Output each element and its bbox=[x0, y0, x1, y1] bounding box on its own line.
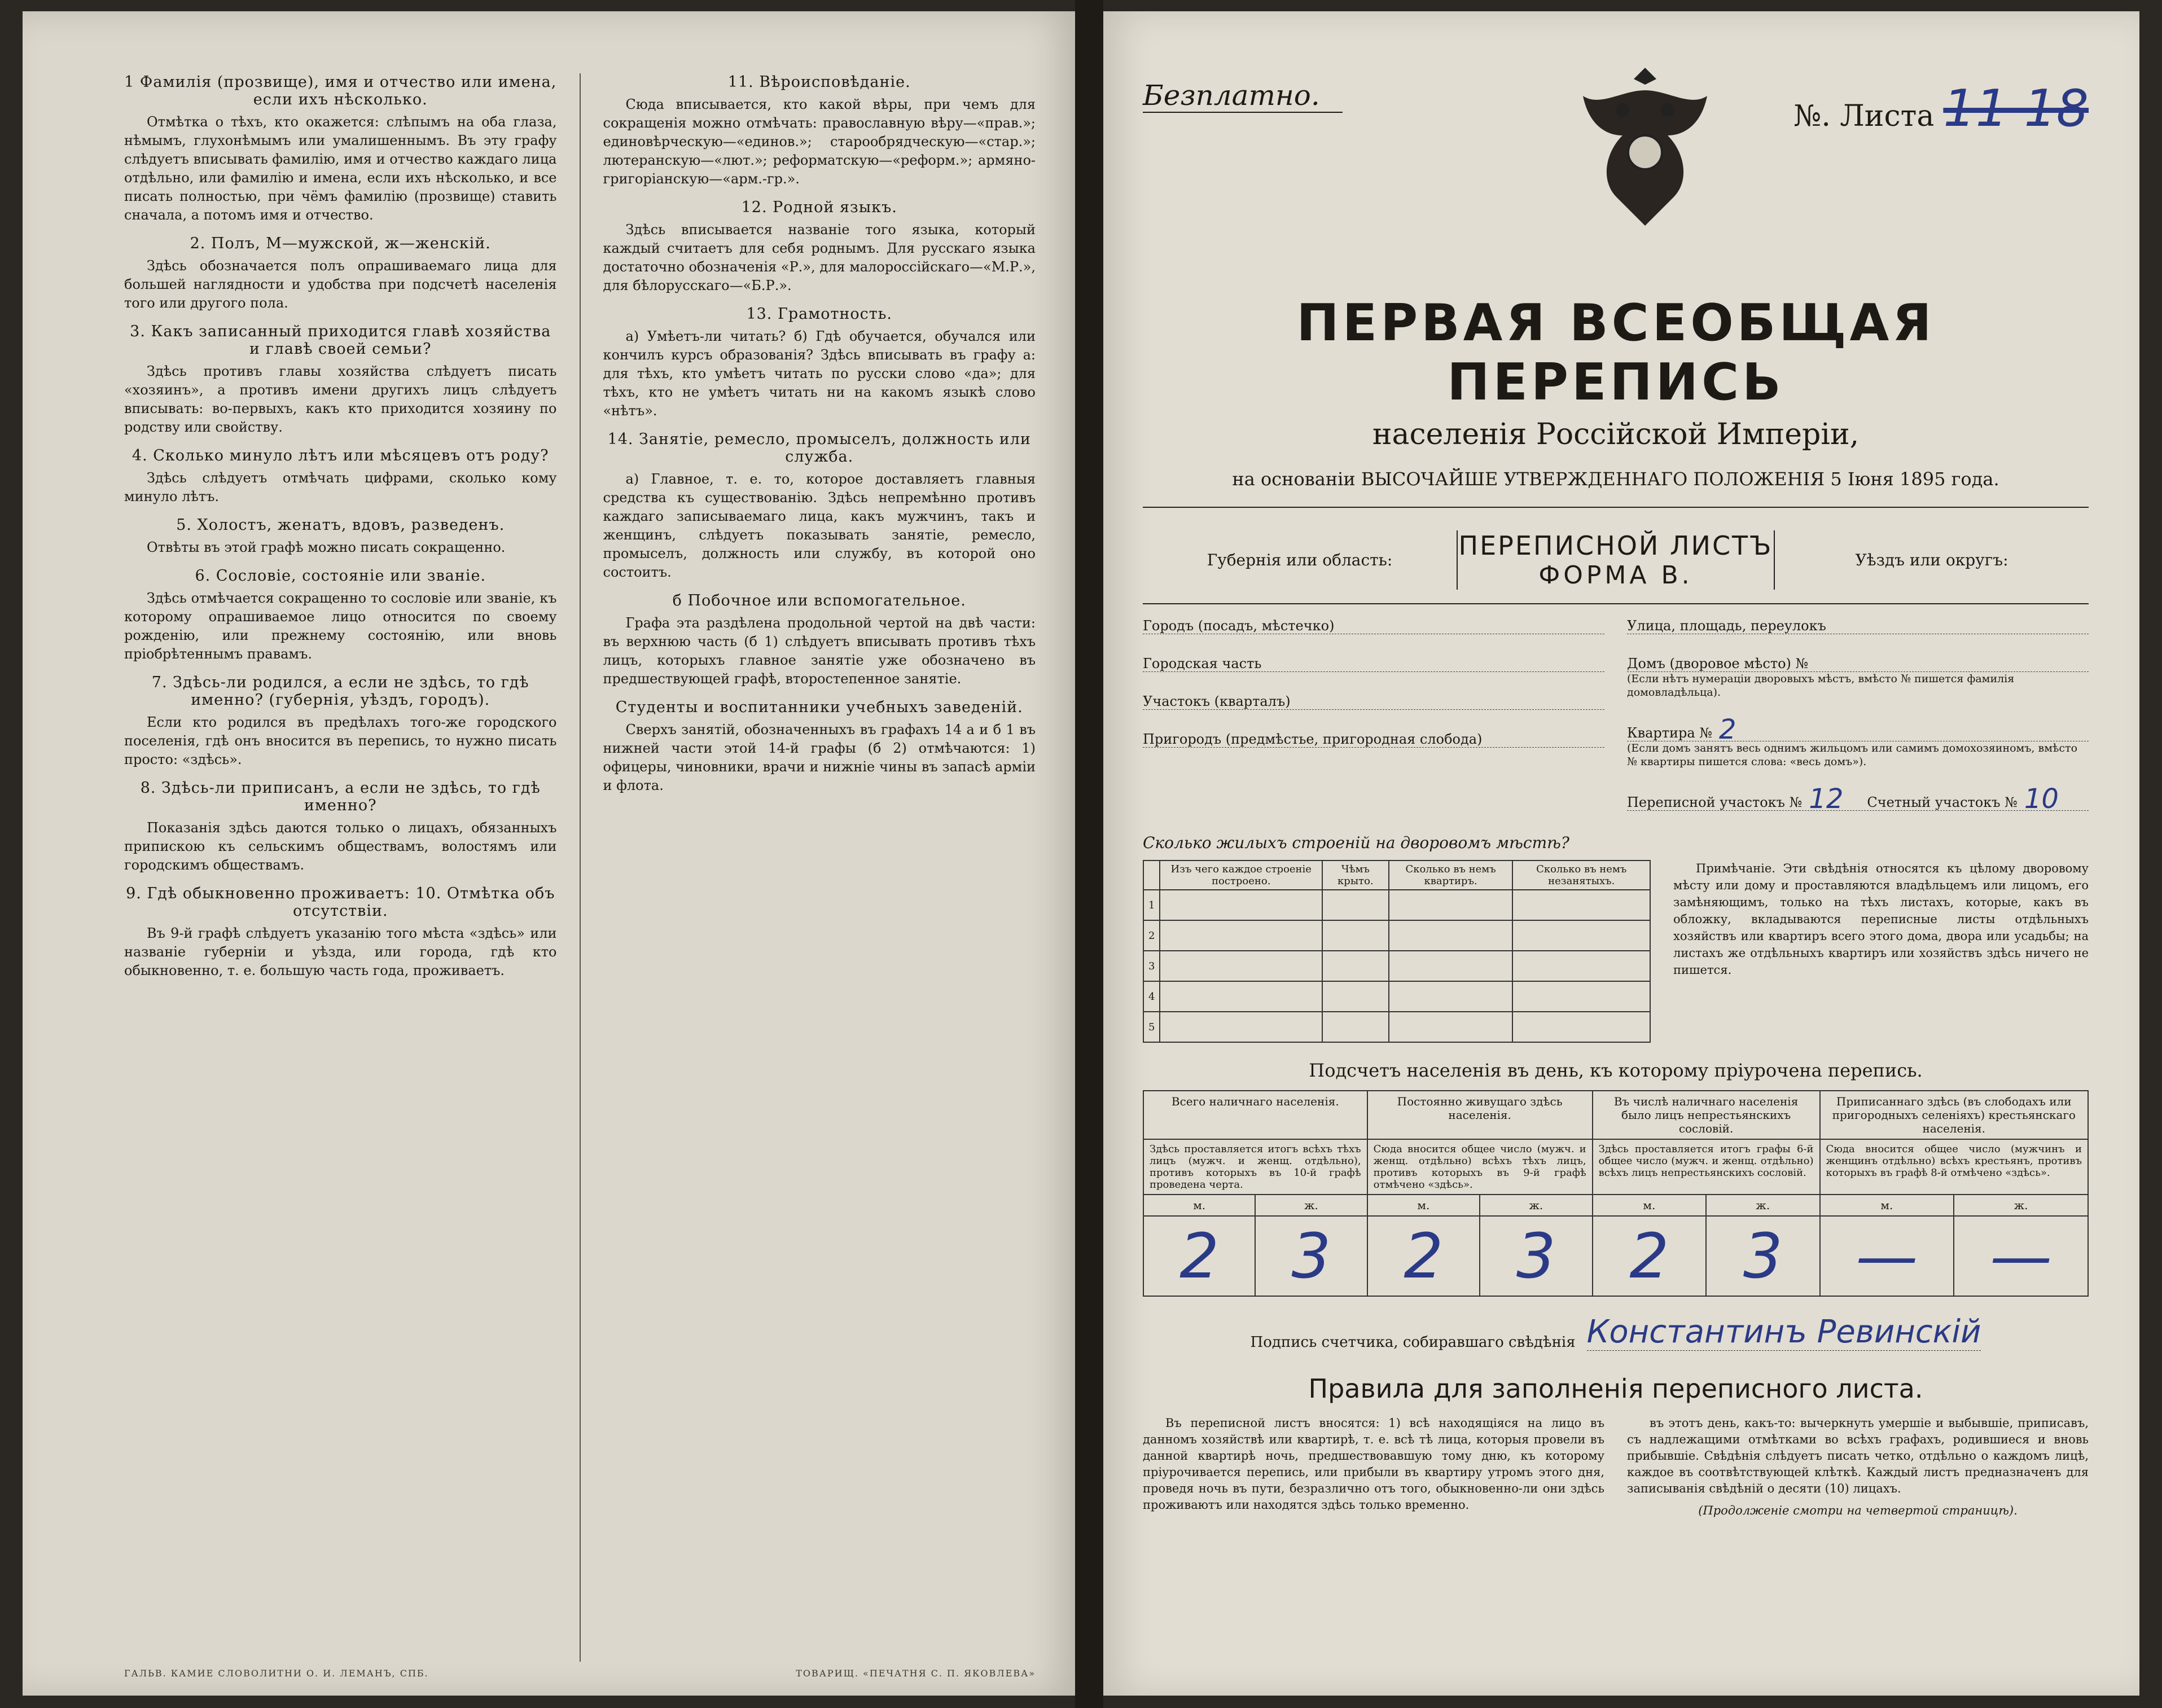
instruction-heading: Студенты и воспитанники учебныхъ заведеній. bbox=[615, 699, 1023, 716]
instruction-section bbox=[124, 323, 557, 437]
buildings-cell bbox=[1160, 951, 1322, 981]
instruction-section bbox=[124, 567, 557, 664]
sheet-number-value: 11 18 bbox=[1943, 79, 2089, 138]
buildings-cell bbox=[1512, 920, 1650, 951]
buildings-row bbox=[1143, 920, 1650, 951]
instruction-text: Отмѣтка о тѣхъ, кто окажется: слѣпымъ на оба глаза, нѣмымъ, глухонѣмымъ или умалишеннымъ. Въ эту графу слѣдуетъ вписывать фамилію, имя и отчество каждаго лица отдѣльно, или фамилію и имена, если ихъ нѣсколько, и все писать полностью, при чёмъ фамилію (прозвище) ставить сначала, а потомъ имя и отчество. bbox=[124, 114, 557, 223]
instruction-text: Графа эта раздѣлена продольной чертой на двѣ части: въ верхнюю часть (б 1) слѣдуетъ вписывать противъ тѣхъ лицъ, которыхъ главное занятіе уже обозначено въ предшествующей графѣ, второстепенное занятіе. bbox=[603, 615, 1036, 687]
book-gutter bbox=[1075, 0, 1103, 1708]
instruction-section bbox=[124, 516, 557, 557]
district-label: Уѣздъ или округъ: bbox=[1855, 551, 2008, 569]
instruction-section bbox=[124, 885, 557, 980]
instruction-section bbox=[603, 592, 1036, 688]
instruction-section bbox=[603, 199, 1036, 295]
census-precinct-field: Переписной участокъ № 12 Счетный участокъ № 10 bbox=[1627, 788, 2089, 811]
instruction-text: Въ 9-й графѣ слѣдуетъ указанію того мѣста «здѣсь» или названіе губерніи и уѣзда, или города, гдѣ кто обыкновенно, т. е. большую часть года, проживаетъ. bbox=[124, 925, 557, 978]
instruction-heading: 2. Полъ, М—мужской, ж—женскій. bbox=[190, 235, 491, 252]
population-header: Постоянно живущаго здѣсь населенія. bbox=[1367, 1091, 1593, 1139]
instruction-text: Здѣсь обозначается полъ опрашиваемаго лица для большей наглядности и удобства при подсчетѣ населенія того или другого пола. bbox=[124, 258, 557, 311]
census-precinct-value: 12 bbox=[1809, 783, 1844, 815]
sheet-number-label: №. Листа bbox=[1793, 99, 1935, 133]
instruction-section bbox=[603, 305, 1036, 420]
right-page-census-form bbox=[1103, 11, 2139, 1696]
rules-column-2: въ этотъ день, какъ-то: вычеркнуть умершіе и выбывшіе, приписавъ, съ надлежащими отмѣтками во всѣхъ графахъ, родившиеся и вновь прибывшіе. Свѣдѣнія слѣдуетъ писать четко, отдѣльно о каждомъ лицѣ, каждое въ соотвѣтствующей клѣткѣ. Каждый листъ предназначенъ для записыванія свѣдѣній о десяти (10) лицахъ. bbox=[1627, 1416, 2089, 1495]
buildings-cell bbox=[1160, 1012, 1322, 1042]
instruction-heading: 1 Фамилія (прозвище), имя и отчество или имена, если ихъ нѣсколько. bbox=[124, 73, 557, 108]
instruction-heading: 9. Гдѣ обыкновенно проживаетъ: 10. Отмѣтка объ отсутствіи. bbox=[126, 885, 555, 920]
sex-label: ж. bbox=[1706, 1195, 1819, 1216]
instruction-heading: 8. Здѣсь-ли приписанъ, а если не здѣсь, то гдѣ именно? bbox=[140, 779, 541, 814]
enumerator-signature bbox=[1143, 1314, 2089, 1351]
continuation-note: (Продолженіе смотри на четвертой страницѣ). bbox=[1698, 1504, 2018, 1517]
buildings-row bbox=[1143, 1012, 1650, 1042]
instruction-text: Здѣсь вписывается названіе того языка, который каждый считаетъ для себя роднымъ. Для русскаго языка достаточно обозначенія «Р.», для малороссійскаго—«М.Р.», для бѣлорусскаго—«Б.Р.». bbox=[603, 222, 1036, 293]
instruction-heading: 14. Занятіе, ремесло, промыселъ, должность или служба. bbox=[607, 431, 1031, 466]
sex-label: м. bbox=[1143, 1195, 1255, 1216]
instruction-text: Сверхъ занятій, обозначенныхъ въ графахъ 14 а и б 1 въ нижней части этой 14-й графы (б 2) отмѣчаются: 1) офицеры, чиновники, врачи и нижніе чины въ запасѣ арміи и флота. bbox=[603, 722, 1036, 793]
instruction-heading: 5. Холостъ, женатъ, вдовъ, разведенъ. bbox=[176, 516, 505, 534]
buildings-row-number: 5 bbox=[1143, 1012, 1160, 1042]
form-type-box bbox=[1457, 530, 1775, 590]
rules-title: Правила для заполненія переписного листа. bbox=[1308, 1373, 1923, 1404]
population-value: 2 bbox=[1367, 1216, 1480, 1296]
form-letter: ФОРМА В. bbox=[1538, 561, 1693, 590]
street-field: Улица, площадь, переулокъ bbox=[1627, 616, 2089, 634]
instruction-heading: б Побочное или вспомогательное. bbox=[672, 592, 966, 609]
buildings-note: Примѣчаніе. Эти свѣдѣнія относятся къ цѣлому дворовому мѣсту или дому и проставляются владѣльцемъ или лицомъ, его замѣняющимъ, только на тѣхъ листахъ, которые, какъ въ обложку, вкладываются переписные листы отдѣльныхъ хозяйствъ или квартиръ всего этого дома, двора или усадьбы; на листахъ же отдѣльныхъ квартиръ или хозяйствъ здѣсь ничего не пишется. bbox=[1673, 862, 2089, 977]
population-value: 3 bbox=[1255, 1216, 1367, 1296]
city-part-field: Городская часть bbox=[1143, 653, 1604, 672]
form-subtitle: населенія Россійской Имперіи, bbox=[1372, 418, 1860, 451]
instruction-text: Здѣсь слѣдуетъ отмѣчать цифрами, сколько кому минуло лѣтъ. bbox=[124, 470, 557, 504]
precinct-field: Участокъ (кварталъ) bbox=[1143, 691, 1604, 710]
population-value: — bbox=[1954, 1216, 2088, 1296]
buildings-header: Сколько въ немъ квартиръ. bbox=[1389, 860, 1513, 890]
instruction-section bbox=[124, 73, 557, 225]
instruction-heading: 11. Вѣроисповѣданіе. bbox=[727, 73, 911, 91]
population-description: Здѣсь проставляется итогъ графы 6-й общее число (мужч. и женщ. отдѣльно) всѣхъ лицъ непрестьянскихъ сословій. bbox=[1593, 1139, 1820, 1195]
instruction-section bbox=[124, 779, 557, 875]
column-divider bbox=[580, 73, 581, 1662]
instruction-text: Отвѣты въ этой графѣ можно писать сокращенно. bbox=[147, 539, 506, 555]
instruction-text: а) Главное, т. е. то, которое доставляетъ главныя средства къ существованію. Здѣсь непремѣнно противъ каждаго записываемаго лица, какъ мужчинъ, такъ и женщинъ, слѣдуетъ показывать занятіе, ремесло, промыселъ, должность или службу, въ которой оно состоитъ. bbox=[603, 471, 1036, 580]
buildings-header: Чѣмъ крыто. bbox=[1322, 860, 1389, 890]
buildings-cell bbox=[1322, 1012, 1389, 1042]
instruction-heading: 6. Сословіе, состояніе или званіе. bbox=[195, 567, 486, 585]
population-description: Сюда вносится общее число (мужчинъ и женщинъ отдѣльно) всѣхъ крестьянъ, противъ которыхъ въ графѣ 8-й отмѣчено «здѣсь». bbox=[1820, 1139, 2088, 1195]
population-header: Приписаннаго здѣсь (въ слободахъ или пригородныхъ селеніяхъ) крестьянскаго населенія. bbox=[1820, 1091, 2088, 1139]
sex-label: ж. bbox=[1480, 1195, 1593, 1216]
buildings-cell bbox=[1160, 981, 1322, 1012]
sex-label: м. bbox=[1593, 1195, 1706, 1216]
sheet-number bbox=[1793, 79, 2089, 138]
instruction-heading: 13. Грамотность. bbox=[746, 305, 893, 323]
address-section bbox=[1143, 616, 2089, 815]
rules-column-1: Въ переписной листъ вносятся: 1) всѣ находящіяся на лицо въ данномъ хозяйствѣ или квартирѣ, т. е. всѣ тѣ лица, которыя провели въ данной квартирѣ ночь, предшествовавшую тому дню, къ которому пріурочивается перепись, или прибыли въ квартиру утромъ этого дня, проведя ночь въ пути, безразлично отъ того, обыкновенно-ли они здѣсь проживаютъ или находятся здѣсь только временно. bbox=[1143, 1416, 1604, 1512]
buildings-header: Изъ чего каждое строеніе построено. bbox=[1160, 860, 1322, 890]
province-label: Губернія или область: bbox=[1207, 551, 1393, 569]
buildings-cell bbox=[1389, 890, 1513, 920]
form-sheet-title: ПЕРЕПИСНОЙ ЛИСТЪ bbox=[1458, 530, 1773, 561]
buildings-cell bbox=[1389, 951, 1513, 981]
buildings-cell bbox=[1512, 1012, 1650, 1042]
apartment-field: Квартира № 2 (Если домъ занятъ весь однимъ жильцомъ или самимъ домохозяиномъ, вмѣсто № квартиры пишется слова: «весь домъ»). bbox=[1627, 718, 2089, 769]
buildings-table bbox=[1143, 860, 1651, 1043]
form-main-title: ПЕРВАЯ ВСЕОБЩАЯ ПЕРЕПИСЬ bbox=[1296, 293, 1935, 412]
buildings-cell bbox=[1389, 1012, 1513, 1042]
population-value: — bbox=[1820, 1216, 1954, 1296]
town-field: Городъ (посадъ, мѣстечко) bbox=[1143, 616, 1604, 634]
population-value: 2 bbox=[1593, 1216, 1706, 1296]
buildings-row bbox=[1143, 951, 1650, 981]
imprint-typefoundry: ГАЛЬВ. КАМИЕ СЛОВОЛИТНИ О. И. ЛЕМАНЪ, СПБ. bbox=[124, 1668, 429, 1679]
instruction-text: Показанія здѣсь даются только о лицахъ, обязанныхъ припискою къ сельскимъ обществамъ, волостямъ или городскимъ обществамъ. bbox=[124, 820, 557, 873]
suburb-field: Пригородъ (предмѣстье, пригородная слобода) bbox=[1143, 729, 1604, 748]
buildings-cell bbox=[1322, 920, 1389, 951]
instruction-section bbox=[603, 699, 1036, 795]
signature-label: Подпись счетчика, собиравшаго свѣдѣнія bbox=[1250, 1334, 1576, 1351]
instruction-section bbox=[124, 447, 557, 506]
imperial-eagle-emblem-icon bbox=[1566, 56, 1724, 237]
house-field: Домъ (дворовое мѣсто) № (Если нѣтъ нумераціи дворовыхъ мѣстъ, вмѣсто № пишется фамилія домовладѣльца). bbox=[1627, 653, 2089, 699]
buildings-row-number: 1 bbox=[1143, 890, 1160, 920]
buildings-cell bbox=[1389, 981, 1513, 1012]
sex-label: м. bbox=[1820, 1195, 1954, 1216]
form-legal-basis: на основаніи ВЫСОЧАЙШЕ УТВЕРЖДЕННАГО ПОЛОЖЕНІЯ 5 Іюня 1895 года. bbox=[1143, 468, 2089, 508]
buildings-cell bbox=[1160, 920, 1322, 951]
population-description: Сюда вносится общее число (мужч. и женщ. отдѣльно) всѣхъ тѣхъ лицъ, противъ которыхъ въ 9-й графѣ отмѣчено «здѣсь». bbox=[1367, 1139, 1593, 1195]
buildings-cell bbox=[1160, 890, 1322, 920]
left-page-instructions bbox=[23, 11, 1075, 1696]
instruction-text: Сюда вписывается, кто какой вѣры, при чемъ для сокращенія можно отмѣчать: православную вѣру—«прав.»; единовѣрческую—«единов.»; старообрядческую—«стар.»; лютеранскую—«лют.»; реформатскую—«реформ.»; армяно-григоріанскую—«арм.-гр.». bbox=[603, 96, 1036, 187]
buildings-cell bbox=[1322, 981, 1389, 1012]
instruction-section bbox=[124, 674, 557, 769]
buildings-row-number: 4 bbox=[1143, 981, 1160, 1012]
rules-text bbox=[1143, 1415, 2089, 1519]
instruction-section bbox=[603, 431, 1036, 582]
buildings-question: Сколько жилыхъ строеній на дворовомъ мѣстѣ? bbox=[1143, 833, 1569, 852]
buildings-cell bbox=[1322, 951, 1389, 981]
counting-precinct-value: 10 bbox=[2024, 783, 2059, 815]
instruction-heading: 12. Родной языкъ. bbox=[741, 199, 897, 216]
buildings-row bbox=[1143, 981, 1650, 1012]
buildings-row bbox=[1143, 890, 1650, 920]
form-header-row bbox=[1143, 530, 2089, 604]
buildings-cell bbox=[1512, 951, 1650, 981]
population-value: 3 bbox=[1480, 1216, 1593, 1296]
sex-label: ж. bbox=[1255, 1195, 1367, 1216]
buildings-section bbox=[1143, 860, 2089, 1043]
population-value: 3 bbox=[1706, 1216, 1819, 1296]
instructions-column-1 bbox=[124, 73, 557, 1662]
population-table bbox=[1143, 1090, 2089, 1297]
instruction-heading: 4. Сколько минуло лѣтъ или мѣсяцевъ отъ роду? bbox=[131, 447, 549, 464]
population-header: Всего наличнаго населенія. bbox=[1143, 1091, 1367, 1139]
instruction-heading: 3. Какъ записанный приходится главѣ хозяйства и главѣ своей семьи? bbox=[130, 323, 551, 358]
instruction-text: Если кто родился въ предѣлахъ того-же городского поселенія, гдѣ онъ вносится въ перепись, то нужно писать просто: «здѣсь». bbox=[124, 714, 557, 767]
sex-label: м. bbox=[1367, 1195, 1480, 1216]
instruction-heading: 7. Здѣсь-ли родился, а если не здѣсь, то гдѣ именно? (губернія, уѣздъ, городъ). bbox=[151, 674, 529, 709]
population-header: Въ числѣ наличнаго населенія было лицъ непрестьянскихъ сословій. bbox=[1593, 1091, 1820, 1139]
instruction-section bbox=[124, 235, 557, 313]
population-value: 2 bbox=[1143, 1216, 1255, 1296]
buildings-cell bbox=[1512, 890, 1650, 920]
signature-value: Константинъ Ревинскій bbox=[1586, 1314, 1981, 1350]
buildings-header-blank bbox=[1143, 860, 1160, 890]
instruction-section bbox=[603, 73, 1036, 188]
instruction-text: Здѣсь отмѣчается сокращенно то сословіе или званіе, къ которому опрашиваемое лицо относится по своему рожденію, или прежнему состоянію, или вновь пріобрѣтеннымъ правамъ. bbox=[124, 590, 557, 662]
sex-label: ж. bbox=[1954, 1195, 2088, 1216]
imprint-printer: ТОВАРИЩ. «ПЕЧАТНЯ С. П. ЯКОВЛЕВА» bbox=[796, 1668, 1036, 1679]
buildings-cell bbox=[1512, 981, 1650, 1012]
free-label: Безплатно. bbox=[1143, 79, 1343, 113]
buildings-row-number: 3 bbox=[1143, 951, 1160, 981]
population-description: Здѣсь проставляется итогъ всѣхъ тѣхъ лицъ (мужч. и женщ. отдѣльно), противъ которыхъ въ 10-й графѣ проведена черта. bbox=[1143, 1139, 1367, 1195]
buildings-cell bbox=[1389, 920, 1513, 951]
instruction-text: Здѣсь противъ главы хозяйства слѣдуетъ писать «хозяинъ», а противъ имени другихъ лицъ слѣдуетъ вписывать: во-первыхъ, какъ кто приходится хозяину по родству или свойству. bbox=[124, 363, 557, 435]
apartment-value: 2 bbox=[1719, 714, 1736, 745]
buildings-row-number: 2 bbox=[1143, 920, 1160, 951]
buildings-cell bbox=[1322, 890, 1389, 920]
buildings-header: Сколько въ немъ незанятыхъ. bbox=[1512, 860, 1650, 890]
population-title: Подсчетъ населенія въ день, къ которому пріурочена перепись. bbox=[1309, 1060, 1923, 1081]
instructions-column-2 bbox=[603, 73, 1036, 1662]
instruction-text: а) Умѣетъ-ли читать? б) Гдѣ обучается, обучался или кончилъ курсъ образованія? Здѣсь вписывать въ графу а: для тѣхъ, кто умѣетъ читать по русски слово «да»; для тѣхъ, кто не умѣетъ читать ни на какомъ языкѣ слово «нѣтъ». bbox=[603, 328, 1036, 419]
